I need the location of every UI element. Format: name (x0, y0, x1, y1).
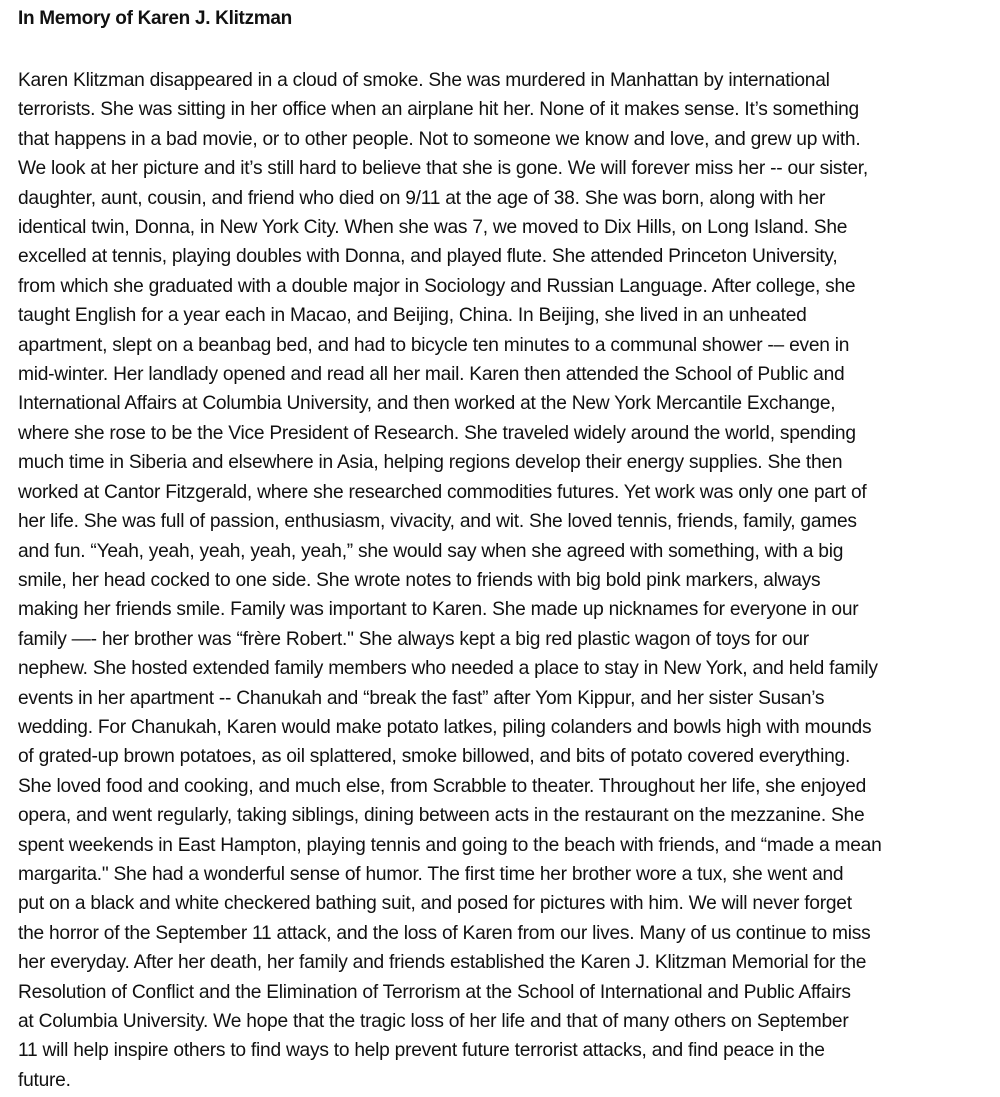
paragraph-line: where she rose to be the Vice President of Research. She traveled widely around the world, spending (18, 422, 856, 444)
paragraph-line: opera, and went regularly, taking siblings, dining between acts in the restaurant on the mezzanine. She (18, 805, 865, 827)
paragraph-line: We look at her picture and it’s still hard to believe that she is gone. We will forever miss her -- our sister, (18, 158, 868, 180)
paragraph-line: spent weekends in East Hampton, playing tennis and going to the beach with friends, and “made a mean (18, 834, 882, 856)
paragraph-line: 11 will help inspire others to find ways to help prevent future terrorist attacks, and find peace in the (18, 1040, 825, 1062)
paragraph-line: identical twin, Donna, in New York City. When she was 7, we moved to Dix Hills, on Long Island. She (18, 217, 848, 239)
paragraph-line: much time in Siberia and elsewhere in Asia, helping regions develop their energy supplies. She then (18, 452, 843, 474)
paragraph-line: International Affairs at Columbia University, and then worked at the New York Mercantile Exchange, (18, 393, 836, 415)
paragraph-line: smile, her head cocked to one side. She wrote notes to friends with big bold pink markers, always (18, 569, 821, 591)
paragraph-line: her everyday. After her death, her family and friends established the Karen J. Klitzman Memorial for the (18, 952, 867, 974)
paragraph-line: her life. She was full of passion, enthusiasm, vivacity, and wit. She loved tennis, friends, family, games (18, 511, 857, 533)
paragraph-line: worked at Cantor Fitzgerald, where she researched commodities futures. Yet work was only one part of (18, 481, 867, 503)
paragraph-line: terrorists. She was sitting in her office when an airplane hit her. None of it makes sense. It’s something (18, 99, 859, 121)
paragraph-line: events in her apartment -- Chanukah and “break the fast” after Yom Kippur, and her sister Susan’s (18, 687, 825, 709)
paragraph-line: daughter, aunt, cousin, and friend who died on 9/11 at the age of 38. She was born, along with her (18, 187, 826, 209)
paragraph-line: apartment, slept on a beanbag bed, and had to bicycle ten minutes to a communal shower -– even in (18, 334, 850, 356)
paragraph-line: the horror of the September 11 attack, and the loss of Karen from our lives. Many of us continue to miss (18, 922, 871, 944)
paragraph-line: margarita." She had a wonderful sense of humor. The first time her brother wore a tux, she went and (18, 863, 844, 885)
paragraph-line: mid-winter. Her landlady opened and read all her mail. Karen then attended the School of Public and (18, 364, 845, 386)
paragraph-line: making her friends smile. Family was important to Karen. She made up nicknames for everyone in our (18, 599, 859, 621)
paragraph-line: wedding. For Chanukah, Karen would make potato latkes, piling colanders and bowls high with mounds (18, 716, 872, 738)
paragraph-line: She loved food and cooking, and much else, from Scrabble to theater. Throughout her life, she enjoyed (18, 775, 866, 797)
paragraph-line: from which she graduated with a double major in Sociology and Russian Language. After college, she (18, 275, 856, 297)
paragraph-line: put on a black and white checkered bathing suit, and posed for pictures with him. We will never forget (18, 893, 852, 915)
memorial-document (18, 0, 988, 1095)
memorial-paragraph (18, 66, 988, 1095)
paragraph-line: family —- her brother was “frère Robert." She always kept a big red plastic wagon of toys for our (18, 628, 809, 650)
paragraph-line: that happens in a bad movie, or to other people. Not to someone we know and love, and grew up with. (18, 128, 861, 150)
paragraph-line: Karen Klitzman disappeared in a cloud of smoke. She was murdered in Manhattan by international (18, 70, 830, 91)
paragraph-line: Resolution of Conflict and the Elimination of Terrorism at the School of International and Public Affairs (18, 981, 851, 1003)
document-title: In Memory of Karen J. Klitzman (18, 8, 292, 29)
paragraph-line: excelled at tennis, playing doubles with Donna, and played flute. She attended Princeton University, (18, 246, 838, 268)
paragraph-line: future. (18, 1069, 71, 1091)
paragraph-line: taught English for a year each in Macao, and Beijing, China. In Beijing, she lived in an unheated (18, 305, 807, 327)
paragraph-line: nephew. She hosted extended family members who needed a place to stay in New York, and held family (18, 658, 878, 680)
paragraph-line: at Columbia University. We hope that the tragic loss of her life and that of many others on September (18, 1011, 849, 1032)
paragraph-line: and fun. “Yeah, yeah, yeah, yeah, yeah,” she would say when she agreed with something, with a big (18, 540, 844, 562)
paragraph-line: of grated-up brown potatoes, as oil splattered, smoke billowed, and bits of potato covered everything. (18, 746, 851, 768)
